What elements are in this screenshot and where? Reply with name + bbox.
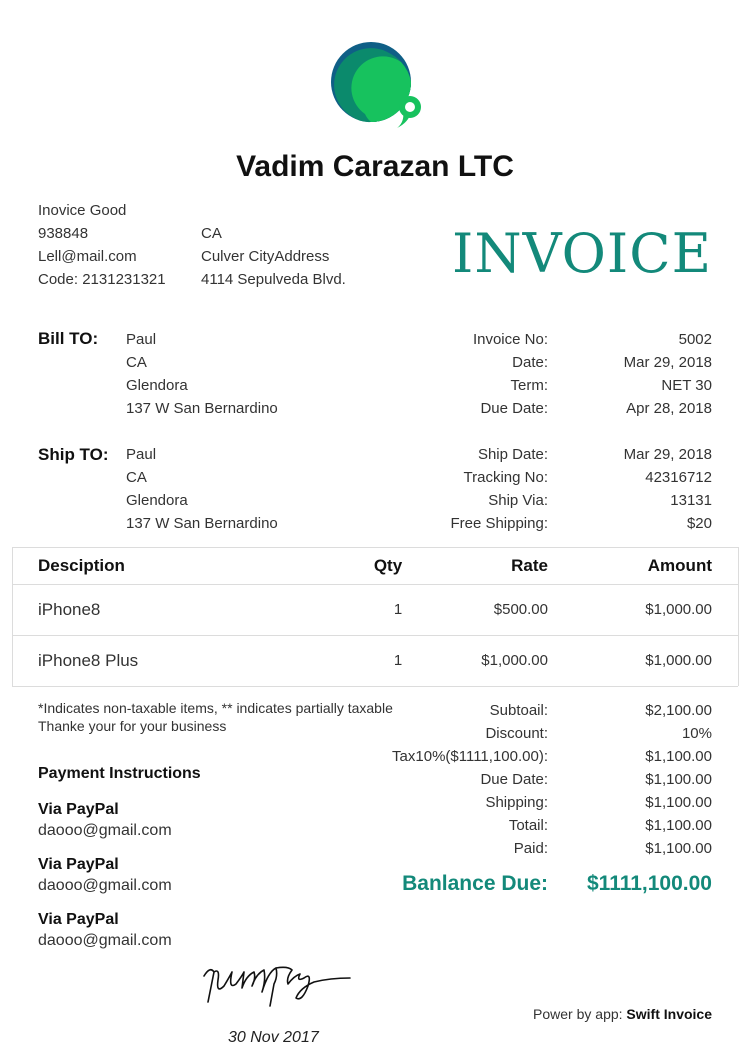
total-value: $1,100.00 bbox=[645, 771, 712, 788]
ship-to-line: 137 W San Bernardino bbox=[126, 515, 278, 532]
total-label: Totail: bbox=[508, 817, 548, 834]
totals-values bbox=[562, 699, 712, 860]
payment-method-email: daooo@gmail.com bbox=[38, 877, 172, 894]
total-label: Discount: bbox=[485, 725, 548, 742]
note-line: *Indicates non-taxable items, ** indicates partially taxable bbox=[38, 700, 393, 716]
payment-method bbox=[38, 801, 172, 840]
ship-meta-values bbox=[562, 443, 712, 535]
total-value: 10% bbox=[681, 725, 712, 742]
col-header-qty: Qty bbox=[373, 556, 403, 575]
total-label: Subtoail: bbox=[489, 702, 548, 719]
footer-app-name: Swift Invoice bbox=[626, 1006, 712, 1022]
payment-method bbox=[38, 856, 172, 895]
meta-value: Apr 28, 2018 bbox=[626, 400, 712, 417]
company-logo bbox=[331, 42, 423, 130]
bill-to-address bbox=[126, 328, 278, 420]
address-line: Culver CityAddress bbox=[201, 248, 330, 265]
table-border bbox=[738, 547, 739, 686]
footer-powered-by bbox=[533, 1006, 712, 1022]
item-rate: $500.00 bbox=[493, 601, 548, 618]
company-line: Lell@mail.com bbox=[38, 248, 137, 265]
item-rate: $1,000.00 bbox=[481, 652, 548, 669]
invoice-title: INVOICE bbox=[452, 222, 712, 285]
invoice-meta-labels bbox=[380, 328, 548, 420]
ship-to-line: CA bbox=[126, 469, 147, 486]
item-amount: $1,000.00 bbox=[645, 652, 712, 669]
balance-due-value: $1111,100.00 bbox=[587, 872, 712, 895]
ship-to-label: Ship TO: bbox=[38, 445, 109, 464]
total-value: $1,100.00 bbox=[645, 840, 712, 857]
ship-to-line: Glendora bbox=[126, 492, 188, 509]
item-qty: 1 bbox=[393, 601, 403, 618]
bill-to-label: Bill TO: bbox=[38, 329, 99, 348]
ship-meta-value: 13131 bbox=[670, 492, 712, 509]
table-border bbox=[12, 686, 738, 687]
meta-value: Mar 29, 2018 bbox=[623, 354, 712, 371]
payment-method-email: daooo@gmail.com bbox=[38, 932, 172, 949]
payment-instructions-title: Payment Instructions bbox=[38, 765, 201, 782]
totals-labels bbox=[340, 699, 548, 860]
payment-method-name: Via PayPal bbox=[38, 856, 119, 873]
address-line: 4114 Sepulveda Blvd. bbox=[201, 271, 346, 288]
ship-to-line: Paul bbox=[126, 446, 157, 463]
meta-label: Date: bbox=[512, 354, 548, 371]
meta-label: Term: bbox=[510, 377, 548, 394]
company-line: Code: 2131231321 bbox=[38, 271, 166, 288]
item-description: iPhone8 Plus bbox=[38, 651, 139, 670]
ship-meta-labels bbox=[380, 443, 548, 535]
address-line: CA bbox=[201, 225, 222, 242]
ship-meta-label: Ship Via: bbox=[488, 492, 548, 509]
ship-meta-value: Mar 29, 2018 bbox=[623, 446, 712, 463]
payment-method bbox=[38, 911, 172, 950]
table-border bbox=[12, 635, 738, 636]
item-amount: $1,000.00 bbox=[645, 601, 712, 618]
total-value: $1,100.00 bbox=[645, 817, 712, 834]
payment-method-name: Via PayPal bbox=[38, 911, 119, 928]
table-border bbox=[12, 584, 738, 585]
bill-to-line: Paul bbox=[126, 331, 157, 348]
note-line: Thanke your for your business bbox=[38, 718, 227, 734]
total-value: $2,100.00 bbox=[645, 702, 712, 719]
ship-to-address bbox=[126, 443, 278, 535]
total-label: Due Date: bbox=[480, 771, 548, 788]
ship-meta-label: Ship Date: bbox=[477, 446, 548, 463]
footer-prefix: Power by app: bbox=[533, 1006, 623, 1022]
item-qty: 1 bbox=[393, 652, 403, 669]
payment-method-name: Via PayPal bbox=[38, 801, 119, 818]
invoice-meta-values bbox=[562, 328, 712, 420]
table-border bbox=[12, 547, 13, 686]
item-description: iPhone8 bbox=[38, 600, 101, 619]
col-header-description: Desciption bbox=[38, 556, 125, 575]
company-line: Inovice Good bbox=[38, 202, 127, 219]
total-value: $1,100.00 bbox=[645, 748, 712, 765]
payment-method-email: daooo@gmail.com bbox=[38, 822, 172, 839]
bill-to-line: CA bbox=[126, 354, 147, 371]
col-header-amount: Amount bbox=[647, 556, 712, 575]
ship-meta-label: Tracking No: bbox=[463, 469, 548, 486]
total-value: $1,100.00 bbox=[645, 794, 712, 811]
table-border bbox=[12, 547, 738, 548]
company-info bbox=[38, 199, 166, 291]
signature-date: 30 Nov 2017 bbox=[228, 1029, 319, 1046]
company-name: Vadim Carazan LTC bbox=[236, 150, 514, 183]
balance-due-label: Banlance Due: bbox=[402, 872, 548, 895]
meta-value: 5002 bbox=[678, 331, 712, 348]
meta-label: Invoice No: bbox=[472, 331, 548, 348]
total-label: Tax10%($1111,100.00): bbox=[392, 748, 548, 765]
ship-meta-value: 42316712 bbox=[645, 469, 712, 486]
signature-image bbox=[196, 958, 356, 1014]
company-address bbox=[201, 222, 346, 291]
total-label: Paid: bbox=[513, 840, 548, 857]
bill-to-line: Glendora bbox=[126, 377, 188, 394]
total-label: Shipping: bbox=[485, 794, 548, 811]
company-line: 938848 bbox=[38, 225, 89, 242]
meta-label: Due Date: bbox=[480, 400, 548, 417]
ship-meta-label: Free Shipping: bbox=[450, 515, 548, 532]
meta-value: NET 30 bbox=[661, 377, 712, 394]
bill-to-line: 137 W San Bernardino bbox=[126, 400, 278, 417]
ship-meta-value: $20 bbox=[686, 515, 712, 532]
col-header-rate: Rate bbox=[511, 556, 548, 575]
